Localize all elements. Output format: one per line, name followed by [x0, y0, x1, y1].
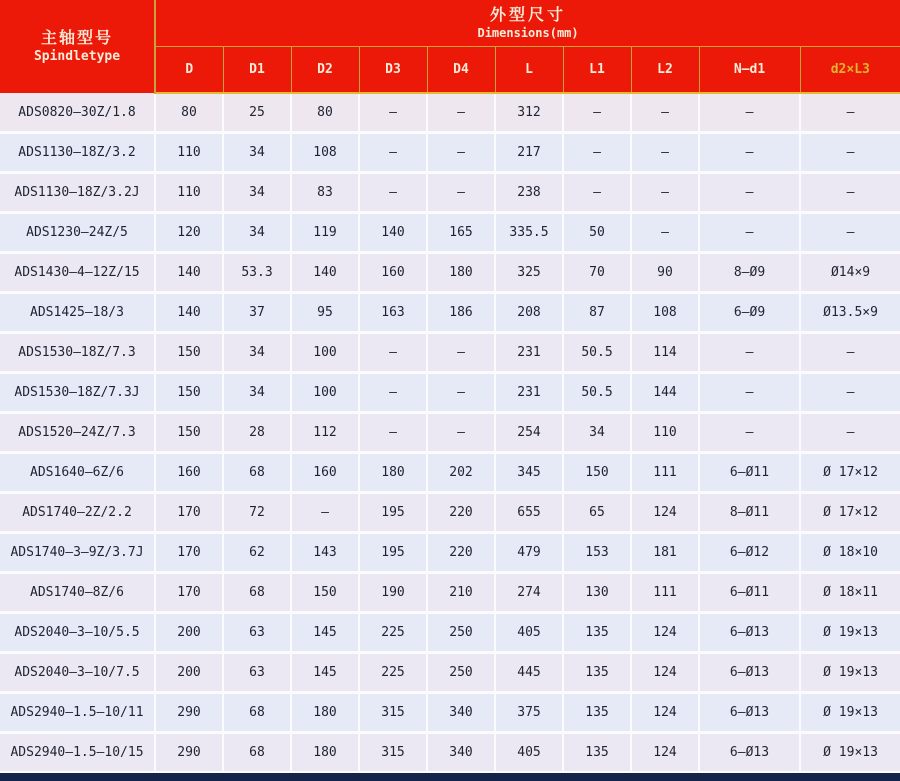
value-cell: 8—Ø11 — [699, 493, 800, 533]
value-cell: 340 — [427, 693, 495, 733]
model-cell: ADS0820—30Z/1.8 — [0, 93, 155, 133]
value-cell: 180 — [359, 453, 427, 493]
value-cell: 68 — [223, 453, 291, 493]
value-cell: 111 — [631, 453, 699, 493]
table-row — [0, 213, 900, 253]
table-row — [0, 653, 900, 693]
value-cell: Ø 19×13 — [800, 653, 900, 693]
value-cell: — — [699, 373, 800, 413]
table-body — [0, 93, 900, 773]
value-cell: — — [699, 173, 800, 213]
value-cell: 68 — [223, 733, 291, 773]
value-cell: 375 — [495, 693, 563, 733]
value-cell: — — [359, 413, 427, 453]
value-cell: 405 — [495, 733, 563, 773]
value-cell: 145 — [291, 653, 359, 693]
model-cell: ADS1520—24Z/7.3 — [0, 413, 155, 453]
value-cell: 220 — [427, 493, 495, 533]
value-cell: 479 — [495, 533, 563, 573]
bottom-navy-strip — [0, 773, 900, 781]
value-cell: Ø 19×13 — [800, 733, 900, 773]
table-row — [0, 293, 900, 333]
value-cell: 110 — [155, 173, 223, 213]
dimensions-header — [155, 0, 900, 47]
value-cell: — — [800, 213, 900, 253]
value-cell: — — [563, 173, 631, 213]
value-cell: Ø 18×10 — [800, 533, 900, 573]
value-cell: — — [800, 413, 900, 453]
value-cell: 112 — [291, 413, 359, 453]
value-cell: 315 — [359, 693, 427, 733]
value-cell: 124 — [631, 613, 699, 653]
value-cell: — — [631, 213, 699, 253]
value-cell: — — [800, 133, 900, 173]
table-header — [0, 0, 900, 93]
value-cell: 124 — [631, 493, 699, 533]
value-cell: 120 — [155, 213, 223, 253]
table-row — [0, 453, 900, 493]
value-cell: 87 — [563, 293, 631, 333]
value-cell: 160 — [359, 253, 427, 293]
value-cell: — — [800, 373, 900, 413]
value-cell: 190 — [359, 573, 427, 613]
value-cell: 50.5 — [563, 373, 631, 413]
model-cell: ADS2940—1.5—10/15 — [0, 733, 155, 773]
value-cell: 6—Ø11 — [699, 573, 800, 613]
dimensions-header-zh: 外型尺寸 — [490, 5, 567, 25]
value-cell: 37 — [223, 293, 291, 333]
value-cell: — — [359, 373, 427, 413]
value-cell: — — [631, 173, 699, 213]
column-header-L1: L1 — [563, 47, 631, 94]
value-cell: 28 — [223, 413, 291, 453]
value-cell: — — [427, 173, 495, 213]
value-cell: Ø 18×11 — [800, 573, 900, 613]
value-cell: 6—Ø13 — [699, 693, 800, 733]
value-cell: 225 — [359, 613, 427, 653]
value-cell: 100 — [291, 373, 359, 413]
value-cell: 34 — [563, 413, 631, 453]
value-cell: 225 — [359, 653, 427, 693]
table-row — [0, 533, 900, 573]
value-cell: 210 — [427, 573, 495, 613]
value-cell: 163 — [359, 293, 427, 333]
value-cell: 202 — [427, 453, 495, 493]
model-cell: ADS1425—18/3 — [0, 293, 155, 333]
value-cell: 140 — [291, 253, 359, 293]
value-cell: 140 — [155, 293, 223, 333]
value-cell: 124 — [631, 733, 699, 773]
value-cell: 150 — [155, 413, 223, 453]
value-cell: 50.5 — [563, 333, 631, 373]
value-cell: 63 — [223, 613, 291, 653]
value-cell: — — [359, 333, 427, 373]
model-cell: ADS1530—18Z/7.3 — [0, 333, 155, 373]
value-cell: 231 — [495, 373, 563, 413]
value-cell: 231 — [495, 333, 563, 373]
value-cell: — — [359, 173, 427, 213]
value-cell: Ø 17×12 — [800, 453, 900, 493]
model-cell: ADS1230—24Z/5 — [0, 213, 155, 253]
model-cell: ADS1130—18Z/3.2 — [0, 133, 155, 173]
value-cell: 170 — [155, 573, 223, 613]
value-cell: 274 — [495, 573, 563, 613]
value-cell: — — [427, 93, 495, 133]
value-cell: — — [359, 133, 427, 173]
value-cell: 140 — [359, 213, 427, 253]
value-cell: 217 — [495, 133, 563, 173]
value-cell: 63 — [223, 653, 291, 693]
value-cell: 195 — [359, 533, 427, 573]
value-cell: 6—Ø13 — [699, 733, 800, 773]
value-cell: 135 — [563, 653, 631, 693]
value-cell: 72 — [223, 493, 291, 533]
value-cell: 195 — [359, 493, 427, 533]
column-header-L: L — [495, 47, 563, 94]
value-cell: 135 — [563, 613, 631, 653]
value-cell: 68 — [223, 693, 291, 733]
value-cell: 110 — [155, 133, 223, 173]
value-cell: 68 — [223, 573, 291, 613]
value-cell: 220 — [427, 533, 495, 573]
table-row — [0, 373, 900, 413]
model-cell: ADS1740—2Z/2.2 — [0, 493, 155, 533]
value-cell: 150 — [155, 373, 223, 413]
value-cell: 254 — [495, 413, 563, 453]
value-cell: 130 — [563, 573, 631, 613]
value-cell: 95 — [291, 293, 359, 333]
value-cell: 50 — [563, 213, 631, 253]
value-cell: 345 — [495, 453, 563, 493]
column-header-D: D — [155, 47, 223, 94]
value-cell: 200 — [155, 653, 223, 693]
value-cell: 8—Ø9 — [699, 253, 800, 293]
value-cell: 135 — [563, 693, 631, 733]
value-cell: 80 — [155, 93, 223, 133]
column-header-D4: D4 — [427, 47, 495, 94]
value-cell: 181 — [631, 533, 699, 573]
model-cell: ADS1530—18Z/7.3J — [0, 373, 155, 413]
value-cell: 6—Ø13 — [699, 613, 800, 653]
value-cell: 111 — [631, 573, 699, 613]
value-cell: 340 — [427, 733, 495, 773]
value-cell: — — [631, 133, 699, 173]
value-cell: Ø14×9 — [800, 253, 900, 293]
value-cell: — — [699, 413, 800, 453]
table-row — [0, 693, 900, 733]
value-cell: 124 — [631, 653, 699, 693]
value-cell: 208 — [495, 293, 563, 333]
value-cell: 80 — [291, 93, 359, 133]
value-cell: Ø 17×12 — [800, 493, 900, 533]
value-cell: — — [427, 413, 495, 453]
value-cell: 315 — [359, 733, 427, 773]
column-header-d2xL3: d2×L3 — [800, 47, 900, 94]
table-row — [0, 733, 900, 773]
value-cell: 34 — [223, 133, 291, 173]
value-cell: 144 — [631, 373, 699, 413]
value-cell: 114 — [631, 333, 699, 373]
value-cell: 445 — [495, 653, 563, 693]
value-cell: 655 — [495, 493, 563, 533]
value-cell: 325 — [495, 253, 563, 293]
value-cell: — — [699, 93, 800, 133]
value-cell: 180 — [291, 733, 359, 773]
value-cell: 65 — [563, 493, 631, 533]
model-cell: ADS1740—8Z/6 — [0, 573, 155, 613]
table-row — [0, 93, 900, 133]
value-cell: 186 — [427, 293, 495, 333]
value-cell: — — [631, 93, 699, 133]
table-row — [0, 253, 900, 293]
value-cell: 170 — [155, 493, 223, 533]
value-cell: 135 — [563, 733, 631, 773]
value-cell: — — [699, 333, 800, 373]
value-cell: 62 — [223, 533, 291, 573]
value-cell: 110 — [631, 413, 699, 453]
value-cell: 335.5 — [495, 213, 563, 253]
model-cell: ADS2040—3—10/5.5 — [0, 613, 155, 653]
table-row — [0, 493, 900, 533]
value-cell: 124 — [631, 693, 699, 733]
value-cell: — — [563, 133, 631, 173]
value-cell: 6—Ø13 — [699, 653, 800, 693]
value-cell: 34 — [223, 213, 291, 253]
model-cell: ADS1740—3—9Z/3.7J — [0, 533, 155, 573]
value-cell: Ø 19×13 — [800, 693, 900, 733]
spindle-type-header-zh: 主轴型号 — [40, 28, 113, 48]
value-cell: 405 — [495, 613, 563, 653]
dimensions-header-en: Dimensions(mm) — [477, 26, 579, 41]
value-cell: 100 — [291, 333, 359, 373]
value-cell: — — [563, 93, 631, 133]
value-cell: Ø 19×13 — [800, 613, 900, 653]
table-row — [0, 133, 900, 173]
value-cell: 53.3 — [223, 253, 291, 293]
value-cell: 290 — [155, 733, 223, 773]
value-cell: 119 — [291, 213, 359, 253]
value-cell: 150 — [291, 573, 359, 613]
value-cell: — — [427, 373, 495, 413]
value-cell: 83 — [291, 173, 359, 213]
column-header-D3: D3 — [359, 47, 427, 94]
value-cell: — — [800, 173, 900, 213]
model-cell: ADS1430—4—12Z/15 — [0, 253, 155, 293]
value-cell: 150 — [563, 453, 631, 493]
column-header-D1: D1 — [223, 47, 291, 94]
table-row — [0, 173, 900, 213]
table-row — [0, 333, 900, 373]
value-cell: 160 — [291, 453, 359, 493]
value-cell: 143 — [291, 533, 359, 573]
column-header-L2: L2 — [631, 47, 699, 94]
value-cell: — — [359, 93, 427, 133]
value-cell: 160 — [155, 453, 223, 493]
value-cell: 145 — [291, 613, 359, 653]
value-cell: — — [427, 133, 495, 173]
model-cell: ADS2940—1.5—10/11 — [0, 693, 155, 733]
column-header-D2: D2 — [291, 47, 359, 94]
value-cell: 165 — [427, 213, 495, 253]
column-header-N-d1: N—d1 — [699, 47, 800, 94]
value-cell: 6—Ø12 — [699, 533, 800, 573]
value-cell: 180 — [427, 253, 495, 293]
value-cell: 34 — [223, 173, 291, 213]
table-row — [0, 613, 900, 653]
value-cell: Ø13.5×9 — [800, 293, 900, 333]
value-cell: 6—Ø9 — [699, 293, 800, 333]
value-cell: 70 — [563, 253, 631, 293]
value-cell: 6—Ø11 — [699, 453, 800, 493]
value-cell: 108 — [631, 293, 699, 333]
value-cell: 312 — [495, 93, 563, 133]
model-cell: ADS2040—3—10/7.5 — [0, 653, 155, 693]
value-cell: 238 — [495, 173, 563, 213]
table-row — [0, 413, 900, 453]
value-cell: 140 — [155, 253, 223, 293]
value-cell: 290 — [155, 693, 223, 733]
value-cell: 108 — [291, 133, 359, 173]
value-cell: 153 — [563, 533, 631, 573]
model-cell: ADS1130—18Z/3.2J — [0, 173, 155, 213]
value-cell: 250 — [427, 653, 495, 693]
value-cell: — — [699, 213, 800, 253]
value-cell: 34 — [223, 333, 291, 373]
value-cell: 150 — [155, 333, 223, 373]
value-cell: — — [291, 493, 359, 533]
value-cell: 170 — [155, 533, 223, 573]
value-cell: 90 — [631, 253, 699, 293]
value-cell: — — [800, 333, 900, 373]
model-cell: ADS1640—6Z/6 — [0, 453, 155, 493]
value-cell: 200 — [155, 613, 223, 653]
table-row — [0, 573, 900, 613]
value-cell: 25 — [223, 93, 291, 133]
value-cell: 34 — [223, 373, 291, 413]
value-cell: 180 — [291, 693, 359, 733]
spindle-type-header — [0, 0, 155, 93]
value-cell: — — [800, 93, 900, 133]
value-cell: — — [699, 133, 800, 173]
spindle-type-header-en: Spindletype — [33, 48, 121, 64]
value-cell: — — [427, 333, 495, 373]
value-cell: 250 — [427, 613, 495, 653]
